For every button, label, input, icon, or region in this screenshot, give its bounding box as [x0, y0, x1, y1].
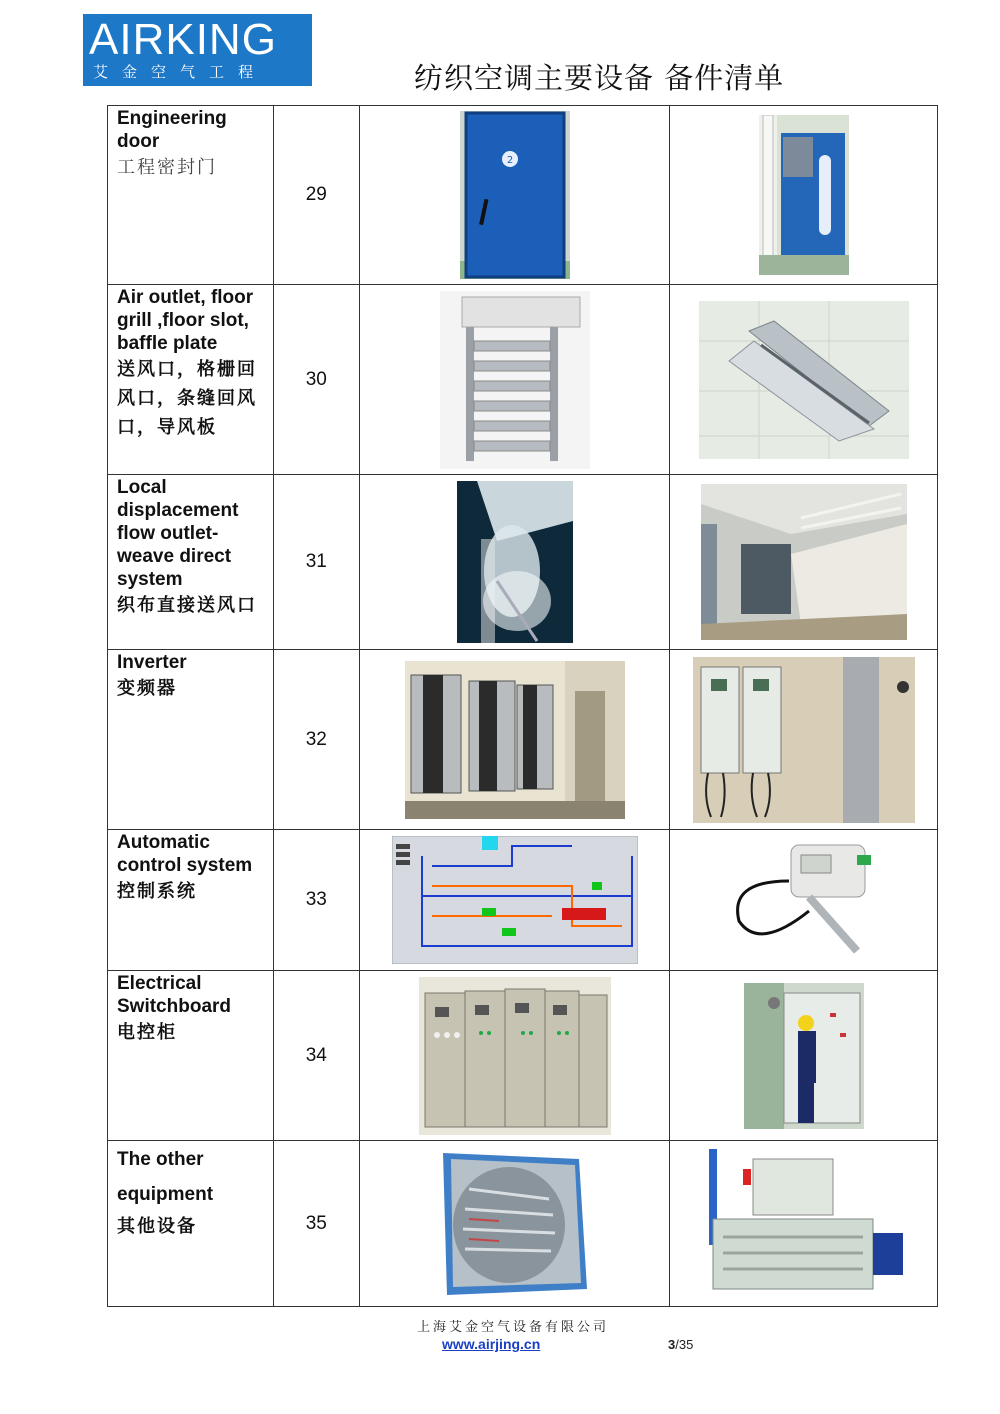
item-photo-1 — [360, 830, 671, 970]
mist-outlet-image — [457, 481, 573, 643]
item-name-cell — [108, 971, 274, 1140]
website-link[interactable]: www.airjing.cn — [442, 1336, 541, 1352]
item-name-en: Air outlet, floor grill ,floor slot, baffle plate — [117, 287, 254, 354]
item-photo-2 — [670, 1141, 938, 1306]
item-number: 29 — [274, 106, 360, 284]
item-name-en: Electrical Switchboard — [117, 973, 232, 1017]
item-name-cell — [108, 650, 274, 829]
centrifugal-fan-image — [439, 1149, 591, 1299]
item-photo-2 — [670, 650, 938, 829]
item-photo-2 — [670, 285, 938, 474]
technician-panel-image — [744, 983, 864, 1129]
table-row — [108, 650, 938, 830]
item-name-cell — [108, 475, 274, 649]
item-name-en: Local displacement flow outlet-weave direct system — [117, 477, 239, 590]
item-name-en: Inverter — [117, 652, 187, 673]
item-number: 32 — [274, 650, 360, 829]
table-row — [108, 830, 938, 971]
item-photo-2 — [670, 830, 938, 970]
ceiling-outlet-image — [699, 301, 909, 459]
item-name-en: The other equipment — [117, 1149, 214, 1205]
item-number: 35 — [274, 1141, 360, 1306]
item-name-en: Automatic control system — [117, 832, 253, 876]
item-name-zh: 织布直接送风口 — [117, 595, 257, 616]
item-name-zh: 变频器 — [117, 678, 177, 699]
item-name-zh: 其他设备 — [117, 1216, 197, 1237]
item-name-cell — [108, 106, 274, 284]
control-system-diagram — [392, 836, 638, 964]
document-title: 纺织空调主要设备 备件清单 — [414, 61, 785, 95]
company-logo — [83, 14, 312, 86]
table-row — [108, 1141, 938, 1307]
item-name-cell — [108, 1141, 274, 1306]
item-photo-1 — [360, 475, 671, 649]
item-name-zh: 控制系统 — [117, 881, 197, 902]
item-photo-2 — [670, 106, 938, 284]
item-photo-2 — [670, 971, 938, 1140]
item-number: 30 — [274, 285, 360, 474]
switchboard-image — [419, 977, 611, 1135]
spare-parts-table — [107, 105, 938, 1307]
weaving-workshop-image — [701, 484, 907, 640]
page-total: /35 — [675, 1337, 694, 1352]
table-row — [108, 475, 938, 650]
item-photo-1 — [360, 1141, 671, 1306]
item-photo-2 — [670, 475, 938, 649]
logo-subtitle: 艾金空气工程 — [93, 63, 268, 81]
item-number: 34 — [274, 971, 360, 1140]
table-row — [108, 285, 938, 475]
baling-press-image — [693, 1149, 915, 1299]
item-name-zh: 电控柜 — [117, 1022, 177, 1043]
table-row — [108, 106, 938, 285]
humidity-sensor-image — [729, 841, 879, 959]
wall-inverters-image — [693, 657, 915, 823]
item-number: 31 — [274, 475, 360, 649]
item-photo-1 — [360, 106, 671, 284]
footer-company: 上海艾金空气设备有限公司 — [417, 1320, 610, 1335]
item-photo-1 — [360, 285, 671, 474]
three-inverters-image — [405, 661, 625, 819]
page-current: 3 — [668, 1337, 676, 1352]
item-name-zh: 送风口，格栅回风口，条缝回风口，导风板 — [117, 359, 257, 438]
item-name-en: Engineering door — [117, 108, 227, 152]
svg-text:2: 2 — [506, 155, 513, 166]
item-number: 33 — [274, 830, 360, 970]
item-name-cell — [108, 285, 274, 474]
item-photo-1 — [360, 650, 671, 829]
item-name-zh: 工程密封门 — [117, 157, 217, 178]
engineering-door-image — [460, 111, 570, 279]
page-number — [668, 1337, 693, 1352]
grille-frame-image — [440, 291, 590, 469]
table-row — [108, 971, 938, 1141]
door-installed-image — [759, 115, 849, 275]
logo-text: AIRKING — [89, 15, 277, 64]
item-name-cell — [108, 830, 274, 970]
item-photo-1 — [360, 971, 671, 1140]
